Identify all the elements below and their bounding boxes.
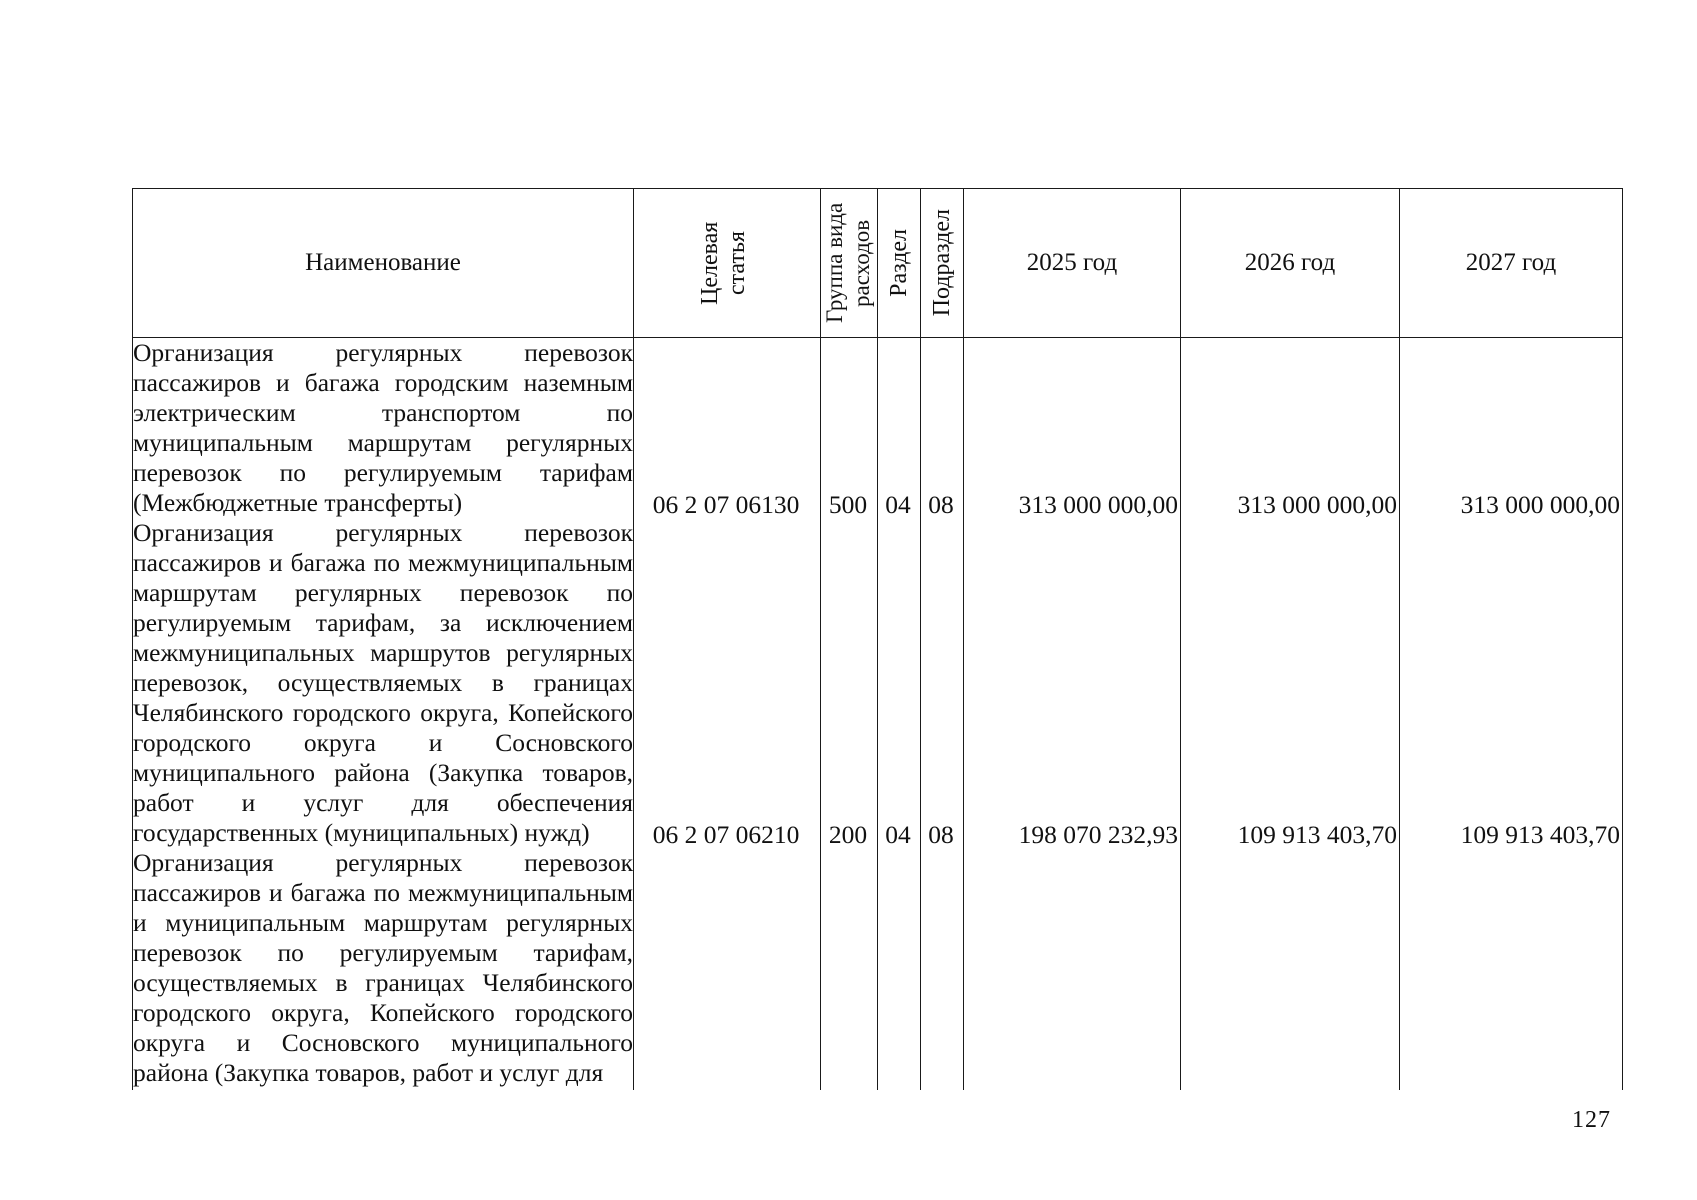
subsection-column <box>921 338 964 1091</box>
section-value: 04 <box>885 490 911 519</box>
section-column <box>878 338 921 1091</box>
subsection-value: 08 <box>928 820 954 849</box>
table-row-name: Организация регулярных перевозок пассажиров и багажа городским наземным электрическим транспортом по муниципальным маршрутам регулярных перевозок по регулируемым тарифам (Межбюджетные трансферты) <box>133 338 633 517</box>
header-subsection-text: Подраздел <box>928 209 955 317</box>
header-subsection <box>921 189 964 338</box>
amount-2026-column <box>1181 338 1400 1091</box>
target-article-value: 06 2 07 06210 <box>652 820 800 849</box>
amount-2026-value: 109 913 403,70 <box>1237 820 1397 849</box>
amount-2025-value: 313 000 000,00 <box>1018 490 1178 519</box>
header-section-text: Раздел <box>885 229 912 297</box>
names-column <box>133 338 634 1091</box>
header-expense-group <box>821 189 878 338</box>
amount-2025-column <box>964 338 1181 1091</box>
header-2027: 2027 год <box>1400 189 1623 338</box>
target-article-column <box>634 338 821 1091</box>
expense-group-value: 500 <box>828 490 868 519</box>
amount-2027-value: 109 913 403,70 <box>1460 820 1620 849</box>
amount-2025-value: 198 070 232,93 <box>1018 820 1178 849</box>
budget-table <box>132 188 1623 1090</box>
header-expense-group-text: Группа вида расходов <box>822 202 874 324</box>
header-2025: 2025 год <box>964 189 1181 338</box>
amount-2027-column <box>1400 338 1623 1091</box>
subsection-value: 08 <box>928 490 954 519</box>
header-name: Наименование <box>133 189 634 338</box>
header-target-article <box>634 189 821 338</box>
amount-2026-value: 313 000 000,00 <box>1237 490 1397 519</box>
header-2026: 2026 год <box>1181 189 1400 338</box>
amount-2027-value: 313 000 000,00 <box>1460 490 1620 519</box>
header-row <box>133 189 1623 338</box>
section-value: 04 <box>885 820 911 849</box>
table-row-name: Организация регулярных перевозок пассажиров и багажа по межмуниципальным маршрутам регулярных перевозок по регулируемым тарифам, за исключением межмуниципальных маршрутов регулярных перевозок, осуществляемых в границах Челябинского городского округа, Копейского городского округа и Сосновского муниципального района (Закупка товаров, работ и услуг для обеспечения государственных (муниципальных) нужд) <box>133 518 633 847</box>
expense-group-value: 200 <box>828 820 868 849</box>
table-body <box>133 338 1623 1091</box>
page-number: 127 <box>1572 1107 1611 1133</box>
target-article-value: 06 2 07 06130 <box>652 490 800 519</box>
header-section <box>878 189 921 338</box>
header-target-article-text: Целевая статья <box>697 221 750 305</box>
expense-group-column <box>821 338 878 1091</box>
table-row-name: Организация регулярных перевозок пассажиров и багажа по межмуниципальным и муниципальным маршрутам регулярных перевозок по регулируемым тарифам, осуществляемых в границах Челябинского городского округа, Копейского городского округа и Сосновского муниципального района (Закупка товаров, работ и услуг для <box>133 848 633 1087</box>
